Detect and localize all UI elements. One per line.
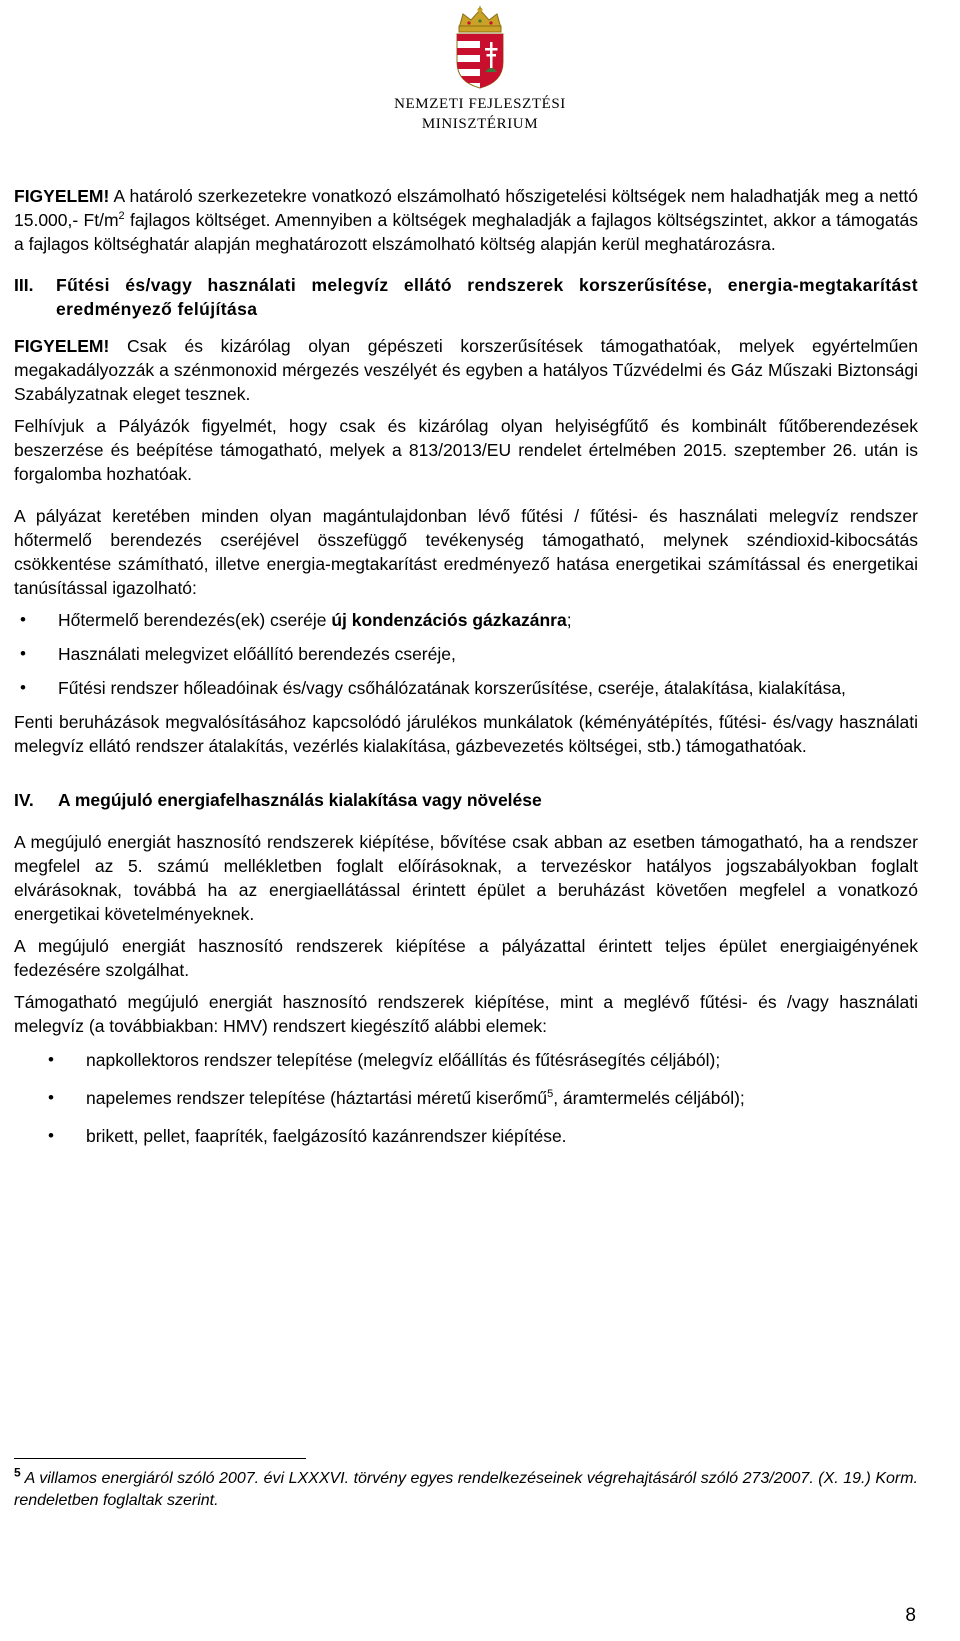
bullet-icon: • (20, 610, 26, 629)
notice-paragraph-2 (14, 334, 918, 406)
paragraph: Felhívjuk a Pályázók figyelmét, hogy csak és kizárólag olyan helyiségfűtő és kombinált fűtőberendezések beszerzése és beépítése támogatható, melyek a 813/2013/EU rendelet értelmében 2015. szeptember 26. után is forgalomba hozhatóak. (14, 416, 918, 484)
list-item-text: Fűtési rendszer hőleadóinak és/vagy csőhálózatának korszerűsítése, cseréje, átalakítása, kialakítása, (58, 678, 846, 698)
footnote-divider (14, 1458, 306, 1459)
list-item (14, 1048, 918, 1072)
paragraph: A megújuló energiát hasznosító rendszerek kiépítése a pályázattal érintett teljes épület energiaigényének fedezésére szolgálhat. (14, 936, 918, 980)
bullet-list-2 (14, 1048, 918, 1148)
section-title: Fűtési és/vagy használati melegvíz ellátó rendszerek korszerűsítése, energia-megtakarítást eredményező felújítása (56, 275, 918, 319)
notice-lead: FIGYELEM! (14, 336, 110, 356)
bullet-icon: • (20, 678, 26, 697)
notice-paragraph-1 (14, 184, 918, 256)
bullet-icon: • (48, 1050, 54, 1069)
footnote-mark: 5 (14, 1465, 21, 1480)
footnote (14, 1465, 918, 1512)
list-item (14, 642, 918, 666)
list-item (14, 1124, 918, 1148)
paragraph: Fenti beruházások megvalósításához kapcsolódó járulékos munkálatok (kéményátépítés, fűtési- és/vagy használati melegvíz ellátó rendszer átalakítás, vezérlés kialakítása, gázbevezetés költségei, stb.) támogathatóak. (14, 712, 918, 756)
coat-of-arms-icon (449, 6, 511, 90)
paragraph: Támogatható megújuló energiát hasznosító rendszerek kiépítése, mint a meglévő fűtési- és /vagy használati melegvíz (a továbbiakban: HMV) rendszert kiegészítő alábbi elemek: (14, 992, 918, 1036)
paragraph: A megújuló energiát hasznosító rendszerek kiépítése, bővítése csak abban az esetben támogatható, ha a rendszer megfelel az 5. számú mellékletben foglalt előírásoknak, a tervezéskor hatályos jogszabályokban foglalt elvárásoknak, továbbá ha az energiaellátással érintett épület a beruházást követően megfelel a vonatkozó energetikai követelményeknek. (14, 832, 918, 924)
list-item (14, 676, 918, 700)
ministry-name-line1: NEMZETI FEJLESZTÉSI (394, 96, 566, 112)
ministry-logo (0, 0, 960, 150)
paragraph: A pályázat keretében minden olyan magántulajdonban lévő fűtési / fűtési- és használati melegvíz rendszer hőtermelő berendezés cseréjével összefüggő tevékenység támogatható, melynek széndioxid-kibocsátás csökkentése számítható, illetve energia-megtakarítást eredményező hatása energetikai számítással és energetikai tanúsítással igazolható: (14, 506, 918, 598)
list-item-text: napelemes rendszer telepítése (háztartási méretű kiserőmű (86, 1088, 548, 1108)
document-body (14, 184, 918, 1162)
list-item-text: napkollektoros rendszer telepítése (melegvíz előállítás és fűtésrásegítés céljából); (86, 1050, 721, 1070)
section-heading-4 (14, 788, 918, 812)
bullet-list-1 (14, 608, 918, 700)
superscript-2: 2 (118, 210, 125, 223)
list-item-text: Használati melegvizet előállító berendezés cseréje, (58, 644, 456, 664)
section-title: A megújuló energiafelhasználás kialakítása vagy növelése (58, 790, 542, 810)
section-heading-3 (14, 273, 918, 321)
list-item-text: Hőtermelő berendezés(ek) cseréje (58, 610, 332, 630)
bullet-icon: • (48, 1126, 54, 1145)
list-item (14, 1086, 918, 1110)
list-item-text: ; (566, 610, 572, 630)
list-item-text: , áramtermelés céljából); (553, 1088, 745, 1108)
bullet-icon: • (48, 1088, 54, 1107)
section-number: III. (14, 275, 34, 295)
bullet-icon: • (20, 644, 26, 663)
page-number: 8 (905, 1605, 916, 1626)
list-item-emphasis: új kondenzációs gázkazánra (331, 610, 567, 630)
ministry-name-line2: MINISZTÉRIUM (421, 116, 539, 132)
list-item-text: brikett, pellet, faapríték, faelgázosító kazánrendszer kiépítése. (86, 1126, 567, 1146)
footnote-text: A villamos energiáról szóló 2007. évi LXXXVI. törvény egyes rendelkezéseinek végrehajtásáról szóló 273/2007. (X. 19.) Korm. rendeletben foglaltak szerint. (14, 1470, 918, 1509)
notice-lead: FIGYELEM! (14, 186, 110, 206)
footnote-ref[interactable]: 5 (547, 1088, 554, 1101)
notice-text-a: A határoló szerkezetekre vonatkozó elszámolható hőszigetelési költségek nem haladhatják meg a nettó 15.000,- Ft/m (14, 186, 918, 230)
notice-text-b: fajlagos költséget. Amennyiben a költségek meghaladják a fajlagos költségszintet, akkor a támogatás a fajlagos költséghatár alapján meghatározott elszámolható költség alapján kerül meghatározásra. (14, 210, 918, 254)
notice-text: Csak és kizárólag olyan gépészeti korszerűsítések támogathatóak, melyek egyértelműen megakadályozzák a szénmonoxid mérgezés veszélyét és egyben a hatályos Tűzvédelmi és Gáz Műszaki Biztonsági Szabályzatnak eleget tesznek. (14, 336, 918, 404)
list-item (14, 608, 918, 632)
section-number: IV. (14, 790, 34, 810)
